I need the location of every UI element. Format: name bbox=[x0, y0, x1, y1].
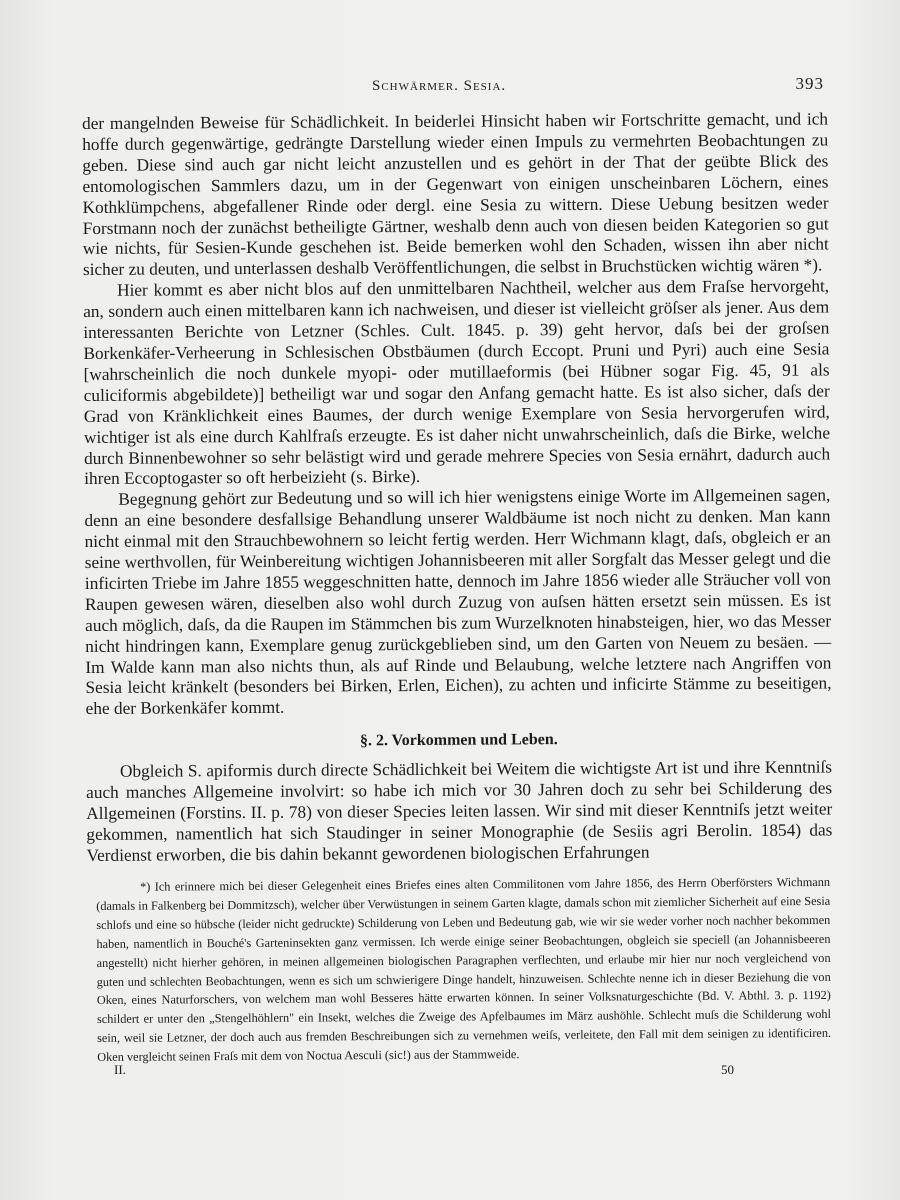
paragraph-2: Hier kommt es aber nicht blos auf den unmittelbaren Nachtheil, welcher aus dem Fraſse hervorgeht, an, sondern auch einen mittelbaren kann ich nachweisen, und dieser ist vielleicht gröſser als jener. Aus dem interessanten Berichte von Letzner (Schles. Cult. 1845. p. 39) geht hervor, daſs bei der groſsen Borkenkäfer-Verheerung in Schlesischen Obstbäumen (durch Eccopt. Pruni und Pyri) auch eine Sesia [wahrscheinlich die noch dunkele myopi- oder mutillaeformis (bei Hübner sogar Fig. 45, 91 als culiciformis abgebildete)] betheiligt war und sogar den Anfang gemacht hatte. Es ist also sicher, daſs der Grad von Kränklichkeit eines Baumes, der durch wenige Exemplare von Sesia hervorgerufen wird, wichtiger ist als eine durch Kahlfraſs erzeugte. Es ist daher nicht unwahrscheinlich, daſs die Birke, welche durch Binnenbewohner so sehr belästigt wird und gerade mehrere Species von Sesia ernährt, dadurch auch ihren Eccoptogaster so oft herbeizieht (s. Birke). bbox=[83, 276, 831, 489]
page-number: 393 bbox=[795, 74, 824, 93]
paragraph-4: Obgleich S. apiformis durch directe Schädlichkeit bei Weitem die wichtigste Art ist und ihre Kenntniſs auch manches Allgemeine involvirt: so habe ich mich vor 30 Jahren doch zu sehr bei Schilderung des Allgemeinen (Forstins. II. p. 78) von dieser Species leiten lassen. Wir sind mit dieser Kenntniſs jetzt weiter gekommen, namentlich hat sich Staudinger in seiner Monographie (de Sesiis agri Berolin. 1854) das Verdienst erworben, die bis dahin bekannt gewordenen biologischen Erfahrungen bbox=[86, 757, 833, 865]
section-heading: §. 2. Vorkommen und Leben. bbox=[359, 731, 558, 750]
main-text bbox=[82, 109, 833, 866]
volume-signature: II. bbox=[114, 1062, 126, 1077]
paragraph-1: der mangelnden Beweise für Schädlichkeit. In beiderlei Hinsicht haben wir Fortschritte gemacht, und ich hoffe durch gegenwärtige, gedrängte Darstellung wieder einen Impuls zu vermehrten Beobachtungen zu geben. Diese sind auch gar nicht leicht anzustellen und es gehört in der That der geübte Blick des entomologischen Sammlers dazu, um in der Gegenwart von einigen unscheinbaren Löchern, eines Kothklümpchens, abgefallener Rinde oder dergl. eine Sesia zu wittern. Diese Uebung besitzen weder Forstmann noch der zunächst betheiligte Gärtner, weshalb denn auch von diesen beiden Kategorien so gut wie nichts, für Sesien-Kunde geschehen ist. Beide bemerken wohl den Schaden, wissen ihn aber nicht sicher zu deuten, und unterlassen deshalb Veröffentlichungen, die selbst in Bruchstücken wichtig wären *). bbox=[82, 109, 829, 280]
running-title: Schwärmer. Sesia. bbox=[372, 78, 507, 94]
paragraph-3: Begegnung gehört zur Bedeutung und so will ich hier wenigstens einige Worte im Allgemeinen sagen, denn an eine besondere desfallsige Behandlung unserer Waldbäume ist noch nicht zu denken. Man kann nicht einmal mit den Strauchbewohnern so leicht fertig werden. Herr Wichmann klagt, daſs, obgleich er an seine werthvollen, für Weinbereitung wichtigen Johannisbeeren mit aller Sorgfalt das Messer gelegt und die inficirten Triebe im Jahre 1855 weggeschnitten hatte, dennoch im Jahre 1856 wieder alle Sträucher voll von Raupen gewesen wären, dieselben also wohl durch Zuzug von auſsen hätten ersetzt sein müssen. Es ist auch möglich, daſs, da die Raupen im Stämmchen bis zum Wurzelknoten hinabsteigen, hier, wo das Messer nicht hindringen kann, Exemplare genug zurückgeblieben sind, um den Garten von Neuem zu besäen. — Im Walde kann man also nichts thun, als auf Rinde und Belaubung, welche letztere nach Angriffen von Sesia leicht kränkelt (besonders bei Birken, Erlen, Eichen), zu achten und inficirte Stämme zu beseitigen, ehe der Borkenkäfer kommt. bbox=[84, 485, 832, 719]
running-header bbox=[100, 74, 830, 102]
sheet-signature: 50 bbox=[721, 1062, 734, 1077]
footnote bbox=[96, 873, 831, 1067]
footnote-text: *) Ich erinnere mich bei dieser Gelegenheit eines Briefes eines alten Commilitonen vom Jahre 1856, des Herrn Oberförsters Wichmann (damals in Falkenberg bei Dommitzsch), welcher über Verwüstungen in seinem Garten klagte, damals schon mit ziemlicher Sicherheit auf eine Sesia schlofs und eine so hübsche (leider nicht gedruckte) Schilderung von Leben und Bedeutung gab, wie wir sie weder vorher noch nachher bekommen haben, namentlich in Bouché's Garteninsekten ganz vermissen. Ich werde einige seiner Beobachtungen, obgleich sie speciell (an Johannisbeeren angestellt) nicht hierher gehören, in meinen allgemeinen biologischen Paragraphen verflechten, und erlaube mir hier nur noch vergleichend von guten und schlechten Beobachtungen, wenn es sich um schwierigere Dinge handelt, hinzuweisen. Schlechte nenne ich in dieser Beziehung die von Oken, eines Naturforschers, von welchem man wohl Besseres hätte erwarten können. In seiner Volksnaturgeschichte (Bd. V. Abthl. 3. p. 1192) schildert er unter den „Stengelhöhlern" ein Insekt, welches die Zweige des Apfelbaumes im März aushöhle. Schlecht muſs die Schilderung wohl sein, weil sie Letzner, der doch auch aus fremden Beschreibungen sich zu vernehmen weiſs, verleitete, den Fall mit dem seinigen zu identificiren. Oken vergleicht seinen Fraſs mit dem von Noctua Aesculi (sic!) aus der Stammweide. bbox=[96, 874, 832, 1065]
